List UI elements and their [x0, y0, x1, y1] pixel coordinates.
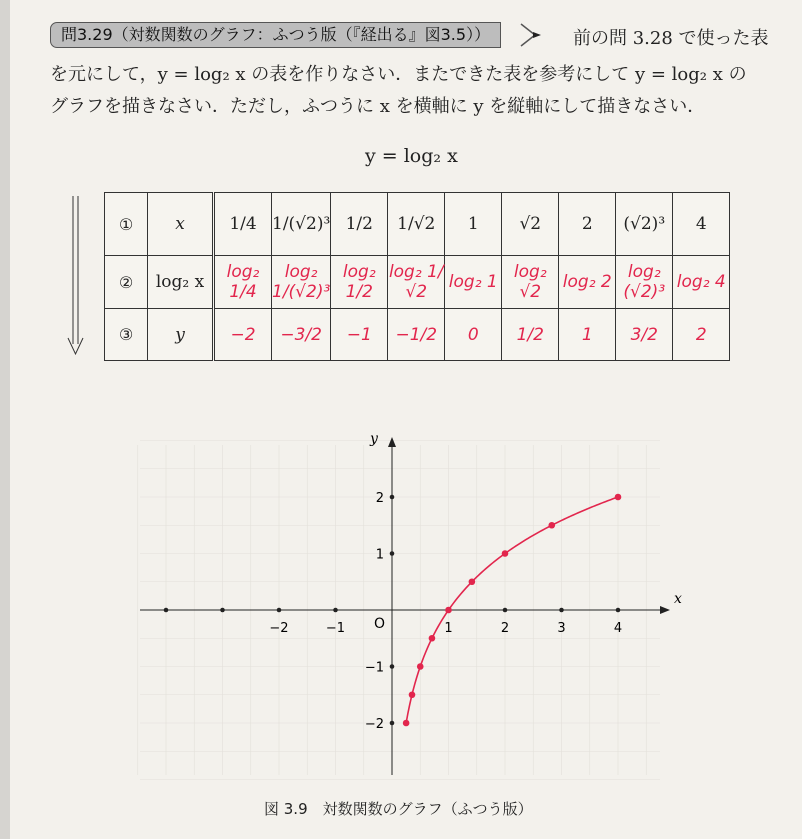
x-tick-label: 4	[613, 621, 623, 636]
table-cell: 0	[445, 309, 502, 361]
table-row-x	[105, 193, 730, 256]
table-cell: 2	[673, 309, 730, 361]
data-point	[409, 691, 416, 698]
x-axis-label: x	[674, 591, 682, 607]
y-axis-arrow-icon	[388, 437, 396, 447]
table-cell: −3/2	[272, 309, 331, 361]
origin-label: O	[374, 616, 386, 632]
row-label: x	[148, 193, 214, 256]
table-cell: 1/2	[502, 309, 559, 361]
table-cell: log₂ 4	[673, 256, 730, 309]
table-cell: 4	[673, 193, 730, 256]
table-cell: 1	[445, 193, 502, 256]
table-cell: log₂ 1/4	[214, 256, 272, 309]
row-number: ①	[105, 193, 148, 256]
x-axis-dot	[220, 608, 225, 613]
table-cell: 1	[559, 309, 616, 361]
data-point	[417, 663, 424, 670]
y-tick-label: −2	[364, 717, 384, 732]
data-point	[615, 494, 622, 501]
table-cell: log₂ 1/2	[331, 256, 388, 309]
x-axis-dot	[277, 608, 282, 613]
value-table	[104, 192, 730, 361]
margin-bar	[0, 0, 10, 839]
row-label: y	[148, 309, 214, 361]
x-axis-dot	[503, 608, 508, 613]
table-cell: log₂ √2	[502, 256, 559, 309]
table-cell: log₂ 1/√2	[388, 256, 445, 309]
figure-caption: 図 3.9 対数関数のグラフ（ふつう版）	[264, 800, 533, 818]
header-arrow-icon	[519, 22, 545, 48]
table-cell: 1/√2	[388, 193, 445, 256]
x-axis-dot	[559, 608, 564, 613]
table-cell: 1/(√2)³	[272, 193, 331, 256]
graph-marks	[164, 491, 622, 732]
table-cell: −1/2	[388, 309, 445, 361]
y-axis-dot	[390, 721, 395, 726]
table-cell: log₂ 1/(√2)³	[272, 256, 331, 309]
x-axis-arrow-icon	[660, 606, 670, 614]
row-label: log₂ x	[148, 256, 214, 309]
x-tick-label: 1	[444, 621, 453, 636]
data-point	[403, 720, 410, 727]
x-axis-dot	[164, 608, 169, 613]
x-tick-label: 3	[557, 621, 566, 636]
intro-line-2: を元にして，y = log₂ x の表を作りなさい．またできた表を参考にして y = log₂ x の	[50, 64, 747, 85]
y-tick-label: 1	[375, 547, 384, 563]
table-cell: 1/2	[331, 193, 388, 256]
table-cell: −1	[331, 309, 388, 361]
table-cell: log₂ 2	[559, 256, 616, 309]
y-axis-dot	[390, 664, 395, 669]
table-cell: √2	[502, 193, 559, 256]
table-cell: log₂ (√2)³	[616, 256, 673, 309]
table-title: y = log₂ x	[365, 145, 458, 167]
table-row-log	[105, 256, 730, 309]
problem-header-label: 問3.29（対数関数のグラフ：ふつう版（『経出る』図3.5））	[61, 25, 491, 44]
x-axis-dot	[333, 608, 338, 613]
x-tick-label: −2	[269, 621, 289, 636]
log-graph	[130, 425, 690, 785]
down-arrow-icon	[66, 194, 86, 356]
table-cell: log₂ 1	[445, 256, 502, 309]
intro-line-1: 前の問 3.28 で使った表	[573, 28, 769, 49]
table-cell: (√2)³	[616, 193, 673, 256]
x-axis-dot	[616, 608, 621, 613]
table-cell: −2	[214, 309, 272, 361]
row-number: ③	[105, 309, 148, 361]
data-point	[429, 635, 436, 642]
table-row-y	[105, 309, 730, 361]
table-cell: 3/2	[616, 309, 673, 361]
data-point	[469, 578, 476, 585]
x-tick-label: 2	[500, 621, 510, 636]
intro-line-3: グラフを描きなさい．ただし，ふつうに x を横軸に y を縦軸にして描きなさい．	[50, 96, 706, 117]
table-cell: 2	[559, 193, 616, 256]
problem-header	[50, 22, 501, 48]
data-point	[548, 522, 555, 529]
data-point	[445, 607, 452, 614]
y-axis-dot	[390, 551, 395, 556]
y-axis-label: y	[370, 431, 378, 447]
table-cell: 1/4	[214, 193, 272, 256]
data-point	[502, 550, 509, 557]
row-number: ②	[105, 256, 148, 309]
y-tick-label: 2	[375, 491, 384, 506]
x-tick-label: −1	[325, 621, 346, 636]
y-axis-dot	[390, 495, 395, 500]
y-tick-label: −1	[364, 660, 384, 676]
